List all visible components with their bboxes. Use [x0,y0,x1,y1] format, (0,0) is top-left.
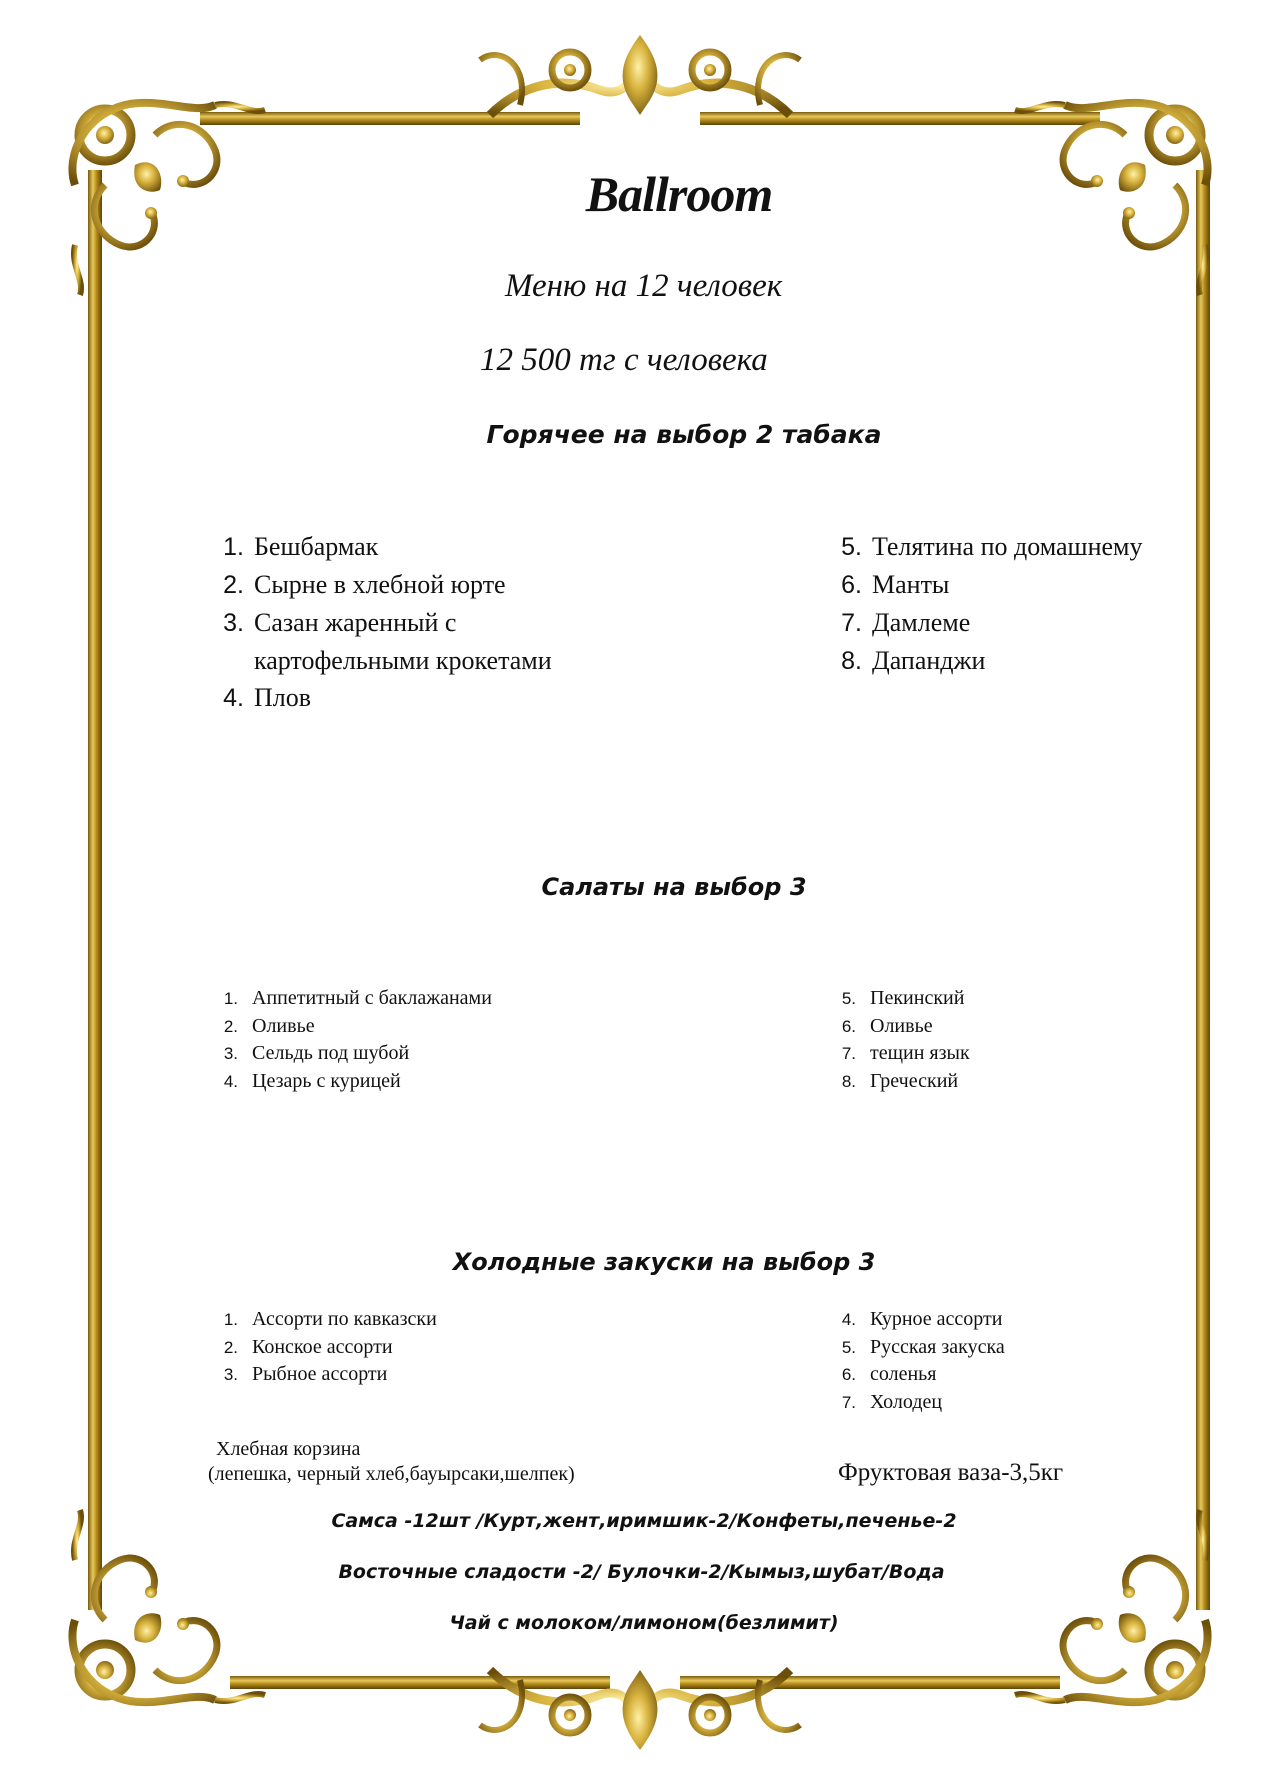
bread-basket-detail: (лепешка, черный хлеб,бауырсаки,шелпек) [208,1463,575,1485]
footer-line-1: Самса -12шт /Курт,жент,иримшик-2/Конфеты,печенье-2 [331,1510,957,1532]
list-item: 8. Дапанджи [841,646,986,675]
hot-dishes-list-left [212,528,552,717]
list-item: 5. Пекинский [841,987,965,1009]
list-item: 1. Аппетитный с баклажанами [223,987,492,1009]
list-item: 7. тещин язык [841,1042,970,1064]
menu-subtitle: Меню на 12 человек [505,268,783,304]
list-item: 2. Сырне в хлебной юрте [223,570,506,599]
hot-dishes-list-right [830,528,1143,680]
fruit-vase: Фруктовая ваза-3,5кг [838,1459,1064,1486]
list-item: 6. Манты [841,570,950,599]
list-item: 1. Бешбармак [223,532,379,561]
price-per-person: 12 500 тг с человека [480,342,768,378]
hot-dishes-heading: Горячее на выбор 2 табака [486,420,882,449]
list-item: 3. Сельдь под шубой [223,1042,410,1064]
bread-basket-title: Хлебная корзина [216,1438,361,1460]
list-item: 4. Цезарь с курицей [223,1069,401,1092]
cold-appetizers-list-left [214,1306,437,1389]
salads-list-right [832,985,970,1095]
list-item: 3. Сазан жаренный с [223,608,457,637]
list-item: 1. Ассорти по кавказски [223,1308,437,1330]
page-title: Ballroom [585,166,773,222]
footer-line-2: Восточные сладости -2/ Булочки-2/Кымыз,шубат/Вода [338,1561,945,1583]
list-item: 8. Греческий [841,1069,959,1092]
list-item: 2. Оливье [223,1014,315,1037]
list-item: 4. Курное ассорти [841,1308,1003,1330]
salads-list-left [214,985,492,1095]
list-item: 7. Дамлеме [841,608,971,637]
cold-appetizers-heading: Холодные закуски на выбор 3 [452,1248,876,1276]
list-item: 2. Конское ассорти [223,1335,393,1358]
list-item: 3. Рыбное ассорти [223,1363,388,1385]
salads-heading: Салаты на выбор 3 [541,873,807,901]
top-crest-ornament [480,35,800,115]
list-item: 4. Плов [223,683,312,712]
list-item: 5. Телятина по домашнему [841,532,1143,561]
corner-flourish-ornament [1015,1510,1208,1702]
cold-appetizers-list-right [832,1306,1005,1416]
list-item: 6. Оливье [841,1014,933,1037]
list-item: 6. соленья [841,1363,937,1385]
list-item-continuation: картофельными крокетами [254,646,552,675]
list-item: 7. Холодец [841,1390,943,1413]
footer-line-3: Чай с молоком/лимоном(безлимит) [449,1612,839,1634]
list-item: 5. Русская закуска [841,1335,1005,1358]
